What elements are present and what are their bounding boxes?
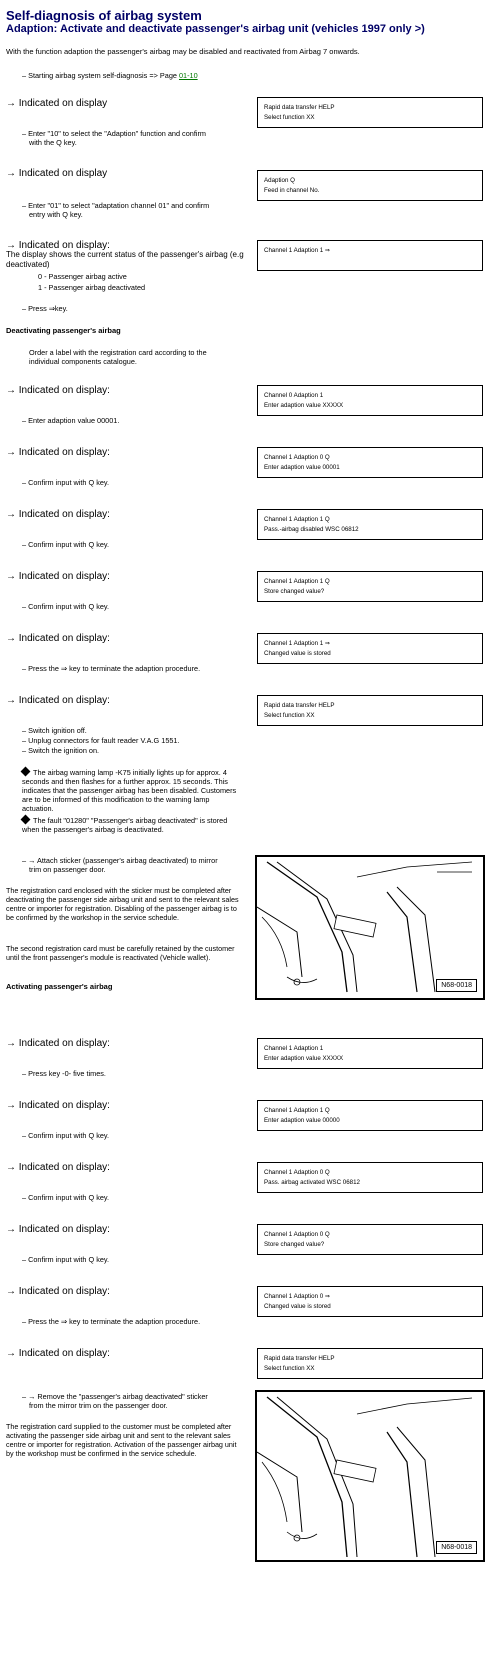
step-enter10: – Enter "10" to select the "Adaption" function and confirm with the Q key.	[22, 129, 206, 147]
indicated-label: → Indicated on display:	[6, 240, 110, 251]
mirror-trim-figure	[255, 855, 485, 1000]
activating-heading: Activating passenger's airbag	[6, 982, 113, 991]
bullet-icon	[21, 815, 31, 825]
step-unplug: – Unplug connectors for fault reader V.A.G 1551.	[22, 736, 180, 745]
display-box: Channel 1 Adaption 0 Q Pass. airbag activated WSC 06812	[257, 1162, 483, 1193]
indicated-label: → Indicated on display:	[6, 633, 110, 644]
step-switch-off: – Switch ignition off.	[22, 726, 87, 735]
indicated-label: → Indicated on display	[6, 168, 108, 179]
step-confirm: – Confirm input with Q key.	[22, 602, 110, 611]
order-label: Order a label with the registration card according to the individual components catalogue.	[29, 348, 207, 366]
display-box: Channel 1 Adaption 0 Q Store changed value?	[257, 1224, 483, 1255]
page-subtitle: Adaption: Activate and deactivate passenger's airbag unit (vehicles 1997 only >)	[6, 23, 425, 35]
display-box: Channel 1 Adaption 0 ⇒ Changed value is stored	[257, 1286, 483, 1317]
display-box: Channel 1 Adaption 1 Q Enter adaption value 00000	[257, 1100, 483, 1131]
step-terminate: – Press the ⇒ key to terminate the adaption procedure.	[22, 664, 201, 673]
step-enter00001: – Enter adaption value 00001.	[22, 416, 120, 425]
mirror-trim-figure-2	[255, 1390, 485, 1562]
step-remove-sticker: – → Remove the "passenger's airbag deactivated" sticker from the mirror trim on the passenger door.	[22, 1392, 208, 1410]
step-enter01: – Enter "01" to select "adaptation channel 01" and confirm entry with Q key.	[22, 201, 210, 219]
page-title: Self-diagnosis of airbag system	[6, 8, 202, 23]
display-box: Channel 1 Adaption 1 Q Pass.-airbag disabled WSC 06812	[257, 509, 483, 540]
step-attach-sticker: – → Attach sticker (passenger's airbag deactivated) to mirror trim on passenger door.	[22, 856, 218, 874]
figure-label: N68-0018	[436, 979, 477, 992]
step-press-zero: – Press key -0- five times.	[22, 1069, 106, 1078]
bullet-icon	[21, 767, 31, 777]
indicated-label: → Indicated on display:	[6, 1286, 110, 1297]
display-box: Channel 1 Adaption 1 ⇒ Changed value is stored	[257, 633, 483, 664]
indicated-label: → Indicated on display:	[6, 509, 110, 520]
step-confirm: – Confirm input with Q key.	[22, 1131, 110, 1140]
start-step: – Starting airbag system self-diagnosis => Page 01-10	[22, 71, 198, 80]
indicated-label: → Indicated on display:	[6, 1162, 110, 1173]
indicated-label: → Indicated on display:	[6, 1348, 110, 1359]
display-box: Rapid data transfer HELP Select function XX	[257, 1348, 483, 1379]
indicated-label: → Indicated on display:	[6, 385, 110, 396]
step-terminate: – Press the ⇒ key to terminate the adaption procedure.	[22, 1317, 201, 1326]
indicated-label: → Indicated on display:	[6, 571, 110, 582]
step-confirm: – Confirm input with Q key.	[22, 478, 110, 487]
display-box: Channel 1 Adaption 0 Q Enter adaption value 00001	[257, 447, 483, 478]
status-1: 1 - Passenger airbag deactivated	[38, 283, 146, 292]
display-box: Channel 1 Adaption 1 Enter adaption value XXXXX	[257, 1038, 483, 1069]
display-box: Channel 1 Adaption 1 ⇒	[257, 240, 483, 271]
display-box: Rapid data transfer HELP Select function XX	[257, 97, 483, 128]
indicated-label: → Indicated on display:	[6, 447, 110, 458]
step-switch-on: – Switch the ignition on.	[22, 746, 100, 755]
registration-card-activation-text: The registration card supplied to the customer must be completed after activating the passenger side airbag unit and sent to the relevant sales centre or importer for registration. Activation of the passenger airbag unit by the workshop must be confirmed in the service schedule.	[6, 1422, 237, 1458]
display-box: Rapid data transfer HELP Select function XX	[257, 695, 483, 726]
intro-text: With the function adaption the passenger's airbag may be disabled and reactivated from Airbag 7 onwards.	[6, 47, 360, 56]
indicated-label: → Indicated on display:	[6, 1100, 110, 1111]
status-0: 0 - Passenger airbag active	[38, 272, 127, 281]
registration-card-text: The registration card enclosed with the sticker must be completed after deactivating the passenger side airbag unit and sent to the relevant sales centre or importer for registration. Disabling of the passenger airbag is to be confirmed by the workshop in the service schedule.	[6, 886, 239, 922]
step-confirm: – Confirm input with Q key.	[22, 540, 110, 549]
mirror-trim-illustration	[257, 1392, 483, 1560]
figure-label: N68-0018	[436, 1541, 477, 1554]
status-line: The display shows the current status of the passenger's airbag (e.g deactivated)	[6, 250, 244, 269]
display-box: Channel 1 Adaption 1 Q Store changed value?	[257, 571, 483, 602]
page-link[interactable]: 01-10	[178, 71, 198, 80]
note-warning-lamp: The airbag warning lamp -K75 initially lights up for approx. 4 seconds and then flashes for a further approx. 15 seconds. This indicates that the passenger airbag has been disabled. Customers are to be informed of this modification to the warning lamp actuation.	[22, 768, 237, 813]
step-press-key: – Press ⇒key.	[22, 304, 68, 313]
indicated-label: → Indicated on display:	[6, 1038, 110, 1049]
mirror-trim-illustration	[257, 857, 483, 998]
second-card-text: The second registration card must be carefully retained by the customer until the front passenger's module is reactivated (Vehicle wallet).	[6, 944, 235, 962]
indicated-label: → Indicated on display:	[6, 695, 110, 706]
deactivating-heading: Deactivating passenger's airbag	[6, 326, 121, 335]
display-box: Channel 0 Adaption 1 Enter adaption value XXXXX	[257, 385, 483, 416]
note-fault: The fault "01280" "Passenger's airbag deactivated" is stored when the passenger's airbag is deactivated.	[22, 816, 228, 834]
indicated-label: → Indicated on display	[6, 98, 108, 109]
step-confirm: – Confirm input with Q key.	[22, 1255, 110, 1264]
indicated-label: → Indicated on display:	[6, 1224, 110, 1235]
step-confirm: – Confirm input with Q key.	[22, 1193, 110, 1202]
display-box: Adaption Q Feed in channel No.	[257, 170, 483, 201]
